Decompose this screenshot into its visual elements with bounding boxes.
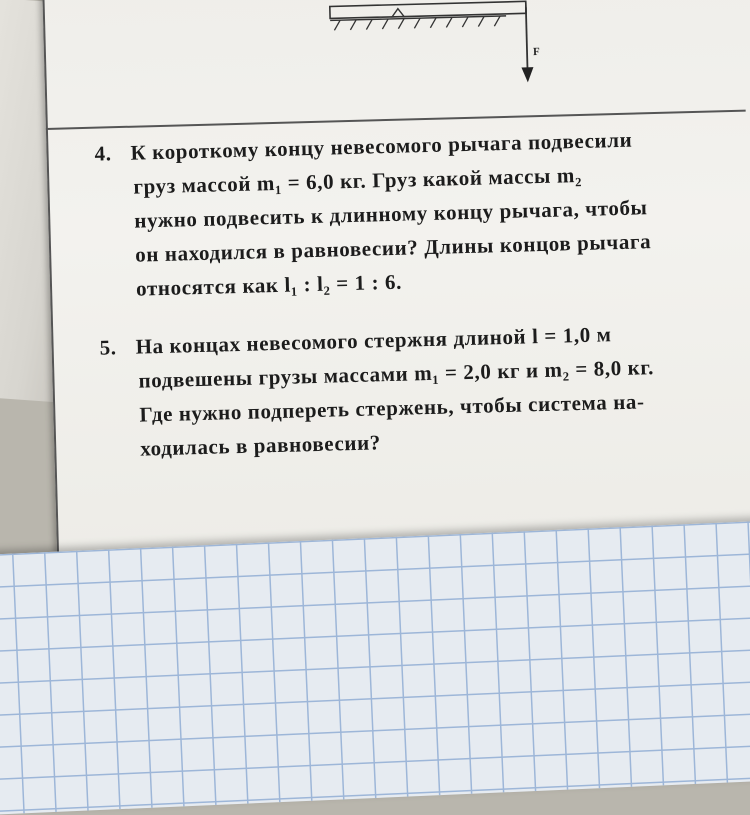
problem-4-line-2: груз массой m₁ = 6,0 кг. Груз какой массы m₂ (95, 156, 650, 204)
graph-paper-sheet (0, 519, 750, 815)
problem-5-line-2: подвешены грузы массами m₁ = 2,0 кг и m₂ = 8,0 кг. (100, 350, 654, 398)
force-label: F (533, 46, 540, 58)
problem-4 (94, 122, 652, 306)
problem-4-line-4: он находился в равновесии? Длины концов рычага (97, 224, 652, 272)
problem-4-line-3: нужно подвесить к длинному концу рычага, чтобы (96, 190, 651, 238)
problem-4-line-1: К короткому концу невесомого рычага подвесили (130, 128, 632, 165)
problem-5-line-1: На концах невесомого стержня длиной l = 1,0 м (135, 322, 612, 358)
problem-5 (99, 316, 656, 466)
force-arrowhead (521, 67, 533, 82)
problem-number: 4. (94, 136, 131, 171)
problem-number: 5. (99, 330, 136, 365)
problem-5-line-3: Где нужно подпереть стержень, чтобы система на- (101, 384, 655, 432)
lever-diagram (325, 0, 558, 98)
problem-4-line-5: относятся как l₁ : l₂ = 1 : 6. (98, 258, 653, 306)
fulcrum (392, 9, 404, 17)
lever-diagram-svg (325, 0, 558, 93)
problem-5-line-4: ходилась в равновесии? (102, 418, 656, 466)
